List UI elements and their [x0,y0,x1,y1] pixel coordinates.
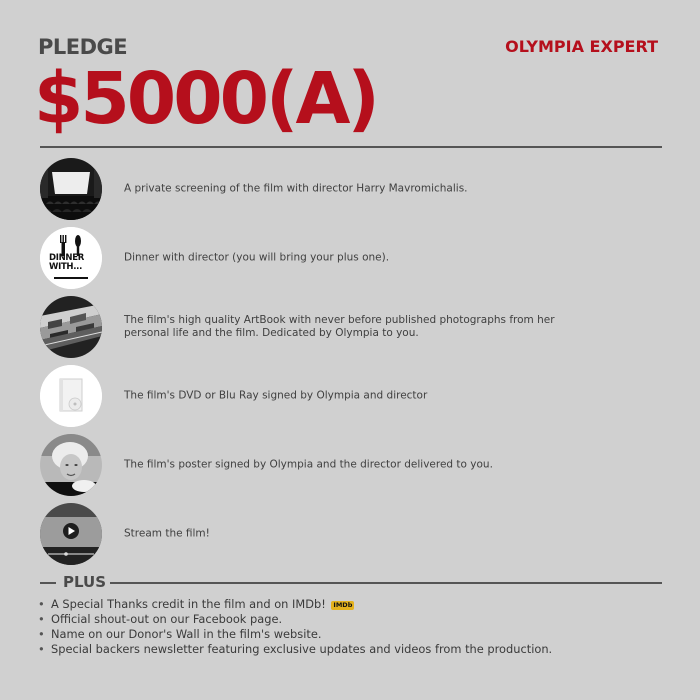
plus-item-text: Name on our Donor's Wall in the film's website. [51,627,322,641]
reward-item [40,365,640,427]
list-item [38,612,552,627]
brand-title: OLYMPIA EXPERT [505,37,658,56]
reward-item [40,296,640,358]
pledge-amount: $5000(A) [34,57,377,140]
plus-item-text: Official shout-out on our Facebook page. [51,612,283,626]
list-item [38,642,552,657]
pledge-label: PLEDGE [38,35,128,59]
reward-text: The film's high quality ArtBook with never before published photographs from her personal life and the film. Dedicated by Olympia to you. [124,314,555,339]
list-item [38,597,552,612]
plus-item-text: Special backers newsletter featuring exclusive updates and videos from the production. [51,642,553,656]
plus-label: PLUS [63,573,107,591]
imdb-logo-icon: IMDb [333,601,353,609]
reward-text: The film's poster signed by Olympia and the director delivered to you. [124,458,493,471]
poster-portrait-icon [40,434,102,496]
artbook-icon [40,296,102,358]
reward-text: A private screening of the film with director Harry Mavromichalis. [124,182,468,195]
reward-text: Dinner with director (you will bring your plus one). [124,251,390,264]
reward-item [40,158,640,220]
plus-item-text: A Special Thanks credit in the film and on IMDb! [51,597,326,611]
plus-divider-left [40,582,56,584]
plus-list [38,597,552,657]
plus-divider-right [110,582,662,584]
reward-text: Stream the film! [124,527,210,540]
stream-play-icon [40,503,102,565]
cinema-screening-icon [40,158,102,220]
dvd-case-icon [40,365,102,427]
list-item [38,627,552,642]
reward-item [40,434,640,496]
reward-text: The film's DVD or Blu Ray signed by Olympia and director [124,389,428,402]
reward-item [40,503,640,565]
plus-header [40,574,662,590]
dinner-with-icon [40,227,102,289]
reward-item [40,227,640,289]
dinner-icon-text: DINNER WITH... [49,253,84,272]
header-divider [40,146,662,148]
